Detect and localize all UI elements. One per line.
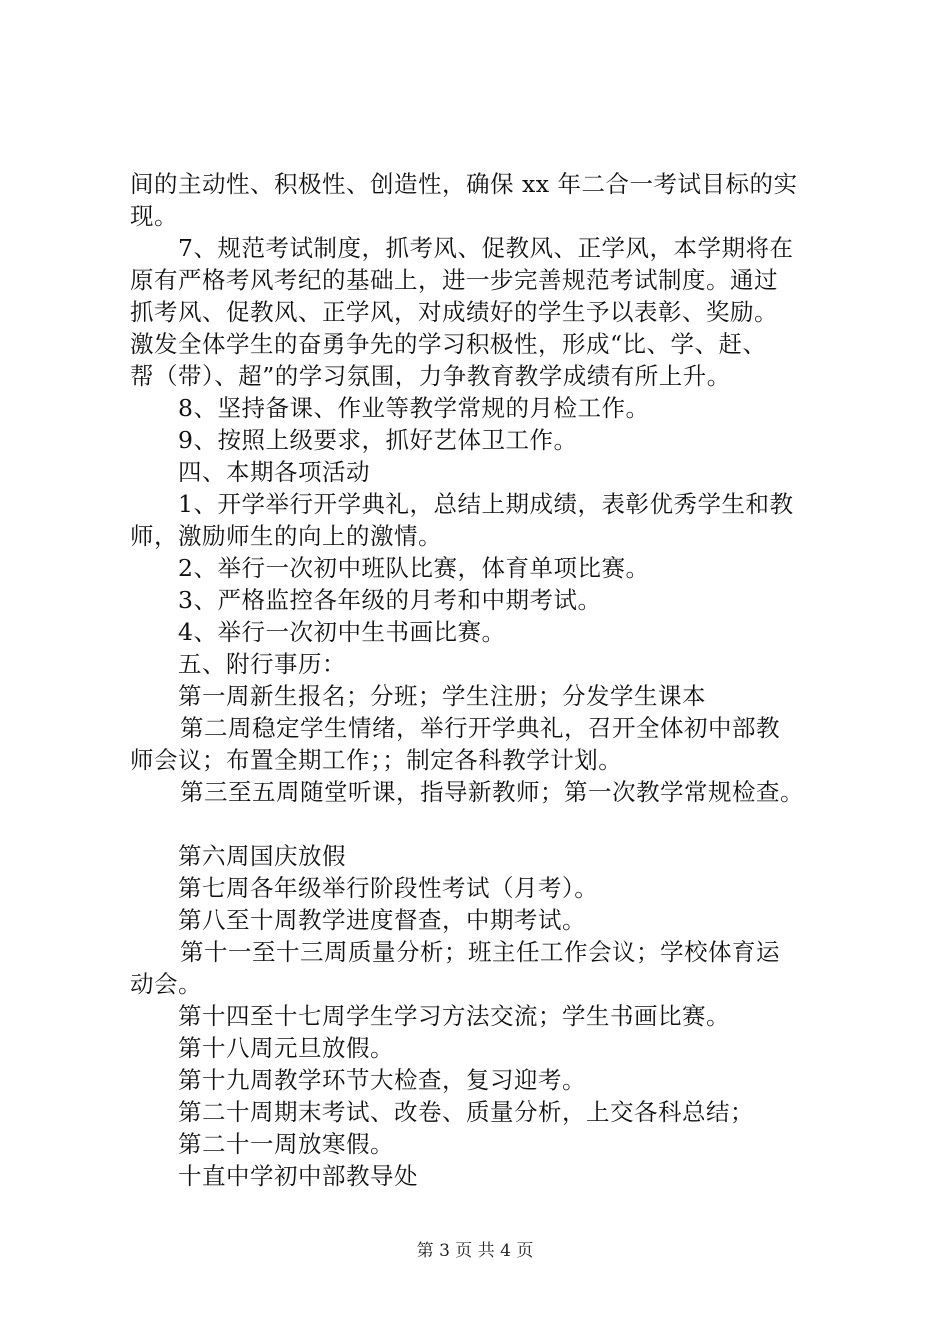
text-line: 师，激励师生的向上的激情。 <box>130 522 442 550</box>
schedule-line: 第一周新生报名；分班；学生注册；分发学生课本 <box>178 682 706 710</box>
schedule-line: 第三至五周随堂听课，指导新教师；第一次教学常规检查。 <box>180 778 804 806</box>
schedule-line: 师会议；布置全期工作；；制定各科教学计划。 <box>130 746 623 774</box>
text-line: 原有严格考风考纪的基础上，进一步完善规范考试制度。通过 <box>130 266 778 294</box>
schedule-line: 第八至十周教学进度督查，中期考试。 <box>178 906 586 934</box>
schedule-line: 第二十周期末考试、改卷、质量分析，上交各科总结； <box>178 1098 754 1126</box>
text-line: 8、坚持备课、作业等教学常规的月检工作。 <box>178 394 650 422</box>
schedule-line: 第二十一周放寒假。 <box>178 1130 394 1158</box>
schedule-line: 第七周各年级举行阶段性考试（月考）。 <box>178 874 599 902</box>
text-line: 2、举行一次初中班队比赛，体育单项比赛。 <box>178 554 650 582</box>
page-number-footer: 第 3 页 共 4 页 <box>416 1241 534 1261</box>
blank-line <box>130 808 840 840</box>
text-line: 9、按照上级要求，抓好艺体卫工作。 <box>178 426 578 454</box>
document-body <box>130 168 840 1192</box>
schedule-line: 第六周国庆放假 <box>178 842 346 870</box>
text-line: 现。 <box>130 202 178 230</box>
text-line: 7、规范考试制度，抓考风、促教风、正学风，本学期将在 <box>178 234 794 262</box>
text-line: 帮（带）、超”的学习氛围，力争教育教学成绩有所上升。 <box>130 362 731 390</box>
section-heading: 五、附行事历： <box>178 650 346 678</box>
text-line: 抓考风、促教风、正学风，对成绩好的学生予以表彰、奖励。 <box>130 298 778 326</box>
section-heading: 四、本期各项活动 <box>178 458 370 486</box>
text-line: 间的主动性、积极性、创造性，确保 xx 年二合一考试目标的实 <box>130 170 798 198</box>
schedule-line: 第十九周教学环节大检查，复习迎考。 <box>178 1066 586 1094</box>
schedule-line: 第十八周元旦放假。 <box>178 1034 394 1062</box>
schedule-line: 第十四至十七周学生学习方法交流；学生书画比赛。 <box>178 1002 730 1030</box>
text-line: 3、严格监控各年级的月考和中期考试。 <box>178 586 602 614</box>
text-line: 1、开学举行开学典礼，总结上期成绩，表彰优秀学生和教 <box>178 490 794 518</box>
text-line: 激发全体学生的奋勇争先的学习积极性，形成“比、学、赶、 <box>130 330 767 358</box>
signature-line: 十直中学初中部教导处 <box>178 1162 418 1190</box>
schedule-line: 动会。 <box>130 970 202 998</box>
schedule-line: 第二周稳定学生情绪，举行开学典礼，召开全体初中部教 <box>180 714 780 742</box>
schedule-line: 第十一至十三周质量分析；班主任工作会议；学校体育运 <box>180 938 780 966</box>
text-line: 4、举行一次初中生书画比赛。 <box>178 618 506 646</box>
